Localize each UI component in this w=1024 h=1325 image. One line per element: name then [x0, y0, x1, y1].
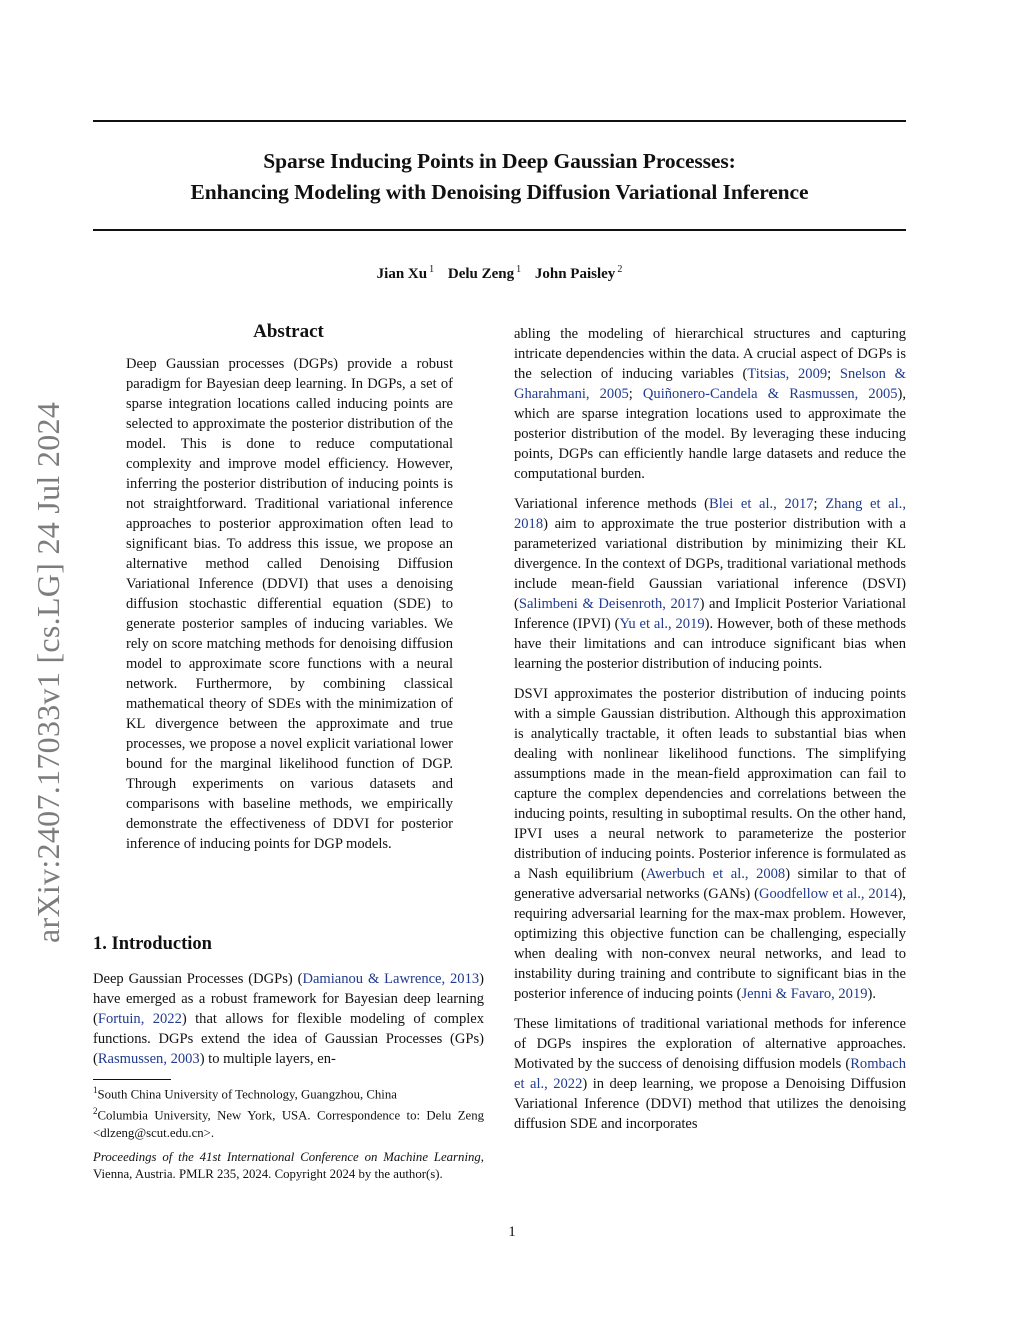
citation-link[interactable]: Rombach et al., 2022 — [514, 1056, 906, 1092]
title-top-rule — [93, 120, 906, 122]
abstract-heading: Abstract — [253, 321, 324, 342]
citation-link[interactable]: Quiñonero-Candela & Rasmussen, 2005 — [642, 386, 898, 402]
footnote-rule — [93, 1079, 171, 1080]
abstract-text: Deep Gaussian processes (DGPs) provide a robust paradigm for Bayesian deep learning. In DGPs, a set of sparse integration locations called inducing points are selected to approximate the posterior distribution of the model. This is done to reduce computational complexity and improve model efficiency. However, inferring the posterior distribution of inducing points is not straightforward. Traditional variational inference approaches to posterior approximation often lead to significant bias. To address this issue, we propose an alternative method called Denoising Diffusion Variational Inference (DDVI) that uses a denoising diffusion stochastic differential equation (SDE) to generate posterior samples of inducing variables. We rely on score matching methods for denoising diffusion model to approximate score functions with a neural network. Furthermore, by combining classical mathematical theory of SDEs with the minimization of KL divergence between the approximate and true processes, we propose a novel explicit variational lower bound for the marginal likelihood function of DGP. Through experiments on various datasets and comparisons with baseline methods, we empirically demonstrate the effectiveness of DDVI for posterior inference of inducing points for DGP models. — [126, 356, 453, 852]
citation-link[interactable]: Awerbuch et al., 2008 — [645, 866, 786, 882]
citation-link[interactable]: Blei et al., 2017 — [709, 496, 814, 512]
author: Jian Xu $^1$ — [376, 264, 435, 282]
title-line-1: Sparse Inducing Points in Deep Gaussian Processes: — [263, 149, 736, 173]
citation-link[interactable]: Fortuin, 2022 — [97, 1011, 182, 1027]
paper-title — [93, 146, 906, 208]
citation-link[interactable]: Rasmussen, 2003 — [97, 1051, 200, 1067]
citation-link[interactable]: Yu et al., 2019 — [619, 616, 705, 632]
author-list — [93, 264, 906, 283]
paragraph: abling the modeling of hierarchical structures and capturing intricate dependencies within the data. A crucial aspect of DGPs is the selection of inducing variables (Titsias, 2009; Snelson & Gharahmani, 2005; Quiñonero-Candela & Rasmussen, 2005), which are sparse integration locations used to approximate the posterior distribution of the model. By leveraging these inducing points, DGPs can efficiently handle large datasets and reduce the computational burden. — [514, 326, 906, 482]
introduction-paragraph: Deep Gaussian Processes (DGPs) (Damianou & Lawrence, 2013) have emerged as a robust framework for Bayesian deep learning (Fortuin, 2022) that allows for flexible modeling of complex functions. DGPs extend the idea of Gaussian Processes (GPs) (Rasmussen, 2003) to multiple layers, en- — [93, 971, 484, 1067]
section-heading-introduction: 1. Introduction — [93, 934, 212, 954]
arxiv-identifier[interactable]: arXiv:2407.17033v1 [cs.LG] 24 Jul 2024 — [30, 401, 66, 943]
citation-link[interactable]: Snelson & Gharahmani, 2005 — [514, 366, 906, 402]
footnote-2: $^2$Columbia University, New York, USA. Correspondence to: Delu Zeng <dlzeng@scut.edu.cn>. — [93, 1106, 484, 1140]
author: Delu Zeng $^1$ — [447, 264, 522, 282]
paragraph: These limitations of traditional variational methods for inference of DGPs inspires the exploration of alternative approaches. Motivated by the success of denoising diffusion models (Rombach et al., 2022) in deep learning, we propose a Denoising Diffusion Variational Inference (DDVI) method that utilizes the denoising diffusion SDE and incorporates — [514, 1016, 907, 1132]
citation-link[interactable]: Zhang et al., 2018 — [514, 496, 906, 532]
page-number: 1 — [508, 1224, 516, 1240]
right-column — [514, 324, 906, 1144]
footnote-1: $^1$South China University of Technology, Guangzhou, China — [93, 1085, 397, 1102]
title-bottom-rule — [93, 229, 906, 231]
citation-link[interactable]: Goodfellow et al., 2014 — [758, 886, 898, 902]
paragraph: DSVI approximates the posterior distribution of inducing points with a simple Gaussian distribution. Although this approximation is analytically tractable, it often leads to substantial bias when dealing with nonlinear likelihood functions. The simplifying assumptions made in the mean-field approximation can fail to capture the complex dependencies and correlations between the inducing points, resulting in suboptimal results. On the other hand, IPVI uses a neural network to parameterize the posterior distribution of inducing points. Posterior inference is formulated as a Nash equilibrium (Awerbuch et al., 2008) similar to that of generative adversarial networks (GANs) (Goodfellow et al., 2014), requiring adversarial learning for the max-max problem. However, optimizing this objective function can be challenging, especially when dealing with non-convex neural networks, and lead to instability during training and contribute to significant bias in the posterior inference of inducing points (Jenni & Favaro, 2019). — [514, 686, 907, 1002]
citation-link[interactable]: Damianou & Lawrence, 2013 — [302, 971, 480, 987]
footnotes — [93, 1082, 484, 1142]
citation-link[interactable]: Jenni & Favaro, 2019 — [741, 986, 868, 1002]
citation-link[interactable]: Salimbeni & Deisenroth, 2017 — [518, 596, 700, 612]
proceedings-note: Proceedings of the 41st International Conference on Machine Learning, Vienna, Austria. PMLR 235, 2024. Copyright 2024 by the author(s). — [93, 1150, 484, 1181]
title-line-2: Enhancing Modeling with Denoising Diffusion Variational Inference — [190, 180, 809, 204]
paragraph: Variational inference methods (Blei et al., 2017; Zhang et al., 2018) aim to approximate the true posterior distribution with a parameterized variational distribution by minimizing their KL divergence. In the context of DGPs, traditional variational methods include mean-field Gaussian variational inference (DSVI) (Salimbeni & Deisenroth, 2017) and Implicit Posterior Variational Inference (IPVI) (Yu et al., 2019). However, both of these methods have their limitations and can introduce significant bias when learning the posterior distribution of inducing points. — [514, 496, 906, 672]
citation-link[interactable]: Titsias, 2009 — [747, 366, 828, 382]
author: John Paisley $^2$ — [534, 264, 623, 282]
